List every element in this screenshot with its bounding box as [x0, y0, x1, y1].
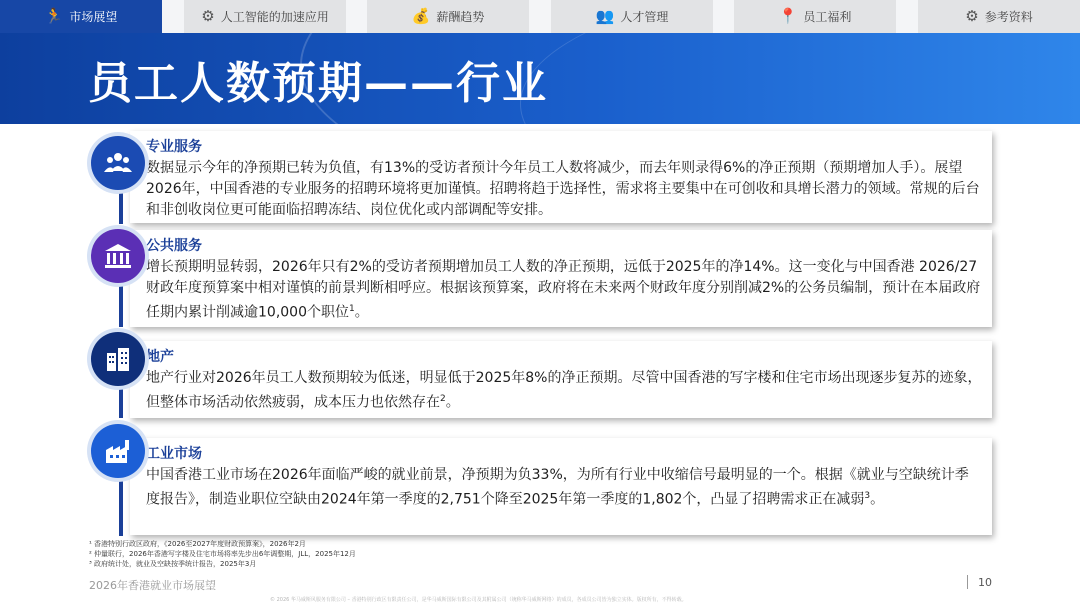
tab-talent-management[interactable] [551, 0, 713, 33]
tab-label: 员工福利 [803, 10, 852, 24]
footnote: ¹ 香港特别行政区政府，《2026至2027年度财政预算案》，2026年2月 [89, 540, 306, 548]
tab-references[interactable] [918, 0, 1080, 33]
tab-ai-adoption[interactable] [184, 0, 346, 33]
footnote: ² 仲量联行，2026年香港写字楼及住宅市场将率先步出6年调整期，JLL，2025年12月 [89, 550, 356, 558]
factory-icon [91, 424, 145, 478]
tab-label: 参考资料 [984, 10, 1033, 24]
location-pin-icon: 📍 [778, 7, 798, 25]
section-heading: 工业市场 [146, 446, 202, 462]
footnote-ref: 1 [349, 304, 355, 314]
section-text: 地产行业对2026年员工人数预期较为低迷，明显低于2025年8%的净正预期。尽管中国香港的写字楼和住宅市场出现逐步复苏的迹象，但整体市场活动依然疲弱，成本压力也依然存在 [146, 370, 982, 411]
tab-label: 人工智能的加速应用 [220, 10, 329, 24]
section-text-tail: 。 [445, 394, 460, 411]
section-professional-services [130, 131, 992, 223]
money-bag-icon: 💰 [411, 7, 431, 25]
footnote-ref: 2 [440, 394, 446, 404]
office-buildings-icon [91, 332, 145, 386]
runner-icon: 🏃 [44, 7, 64, 25]
timeline-line [119, 472, 123, 536]
section-heading: 公共服务 [146, 238, 202, 254]
report-name: 2026年香港就业市场展望 [89, 579, 216, 592]
footnote-ref: 3 [864, 491, 871, 501]
tab-employee-benefits[interactable] [734, 0, 896, 33]
title-banner [0, 33, 1080, 124]
gear-icon: ⚙ [201, 7, 215, 25]
tab-salary-trends[interactable] [367, 0, 529, 33]
footnote: ³ 政府统计处，就业及空缺按季统计报告，2025年3月 [89, 560, 257, 568]
page-title: 员工人数预期——行业 [88, 58, 548, 109]
people-icon: 👥 [595, 7, 615, 25]
timeline-line [119, 382, 123, 418]
tab-label: 人才管理 [620, 10, 669, 24]
page-number: 10 [978, 576, 992, 589]
people-group-icon [91, 136, 145, 190]
section-industrial-market [130, 438, 992, 535]
section-public-services [130, 230, 992, 327]
page-divider [967, 575, 968, 589]
section-text: 增长预期明显转弱，2026年只有2%的受访者预期增加员工人数的净正预期，远低于2025年的净14%。这一变化与中国香港 2026/27 财政年度预算案中相对谨慎的前景判断相呼应。根据该预算案，政府将在未来两个财政年度分别削减2%的公务员编制，预计在本届政府任期内累计削减逾10,000个职位 [146, 259, 981, 321]
section-real-estate [130, 341, 992, 418]
settings-icon: ⚙ [965, 7, 979, 25]
section-text: 数据显示今年的净预期已转为负值，有13%的受访者预计今年员工人数将减少，而去年则录得6%的净正预期（预期增加人手）。展望2026年，中国香港的专业服务的招聘环境将更加谨慎。招聘将趋于选择性，需求将主要集中在可创收和具增长潜力的领域。常规的后台和非创收岗位更可能面临招聘冻结、岗位优化或内部调配等安排。 [146, 160, 980, 218]
timeline-line [119, 277, 123, 327]
section-text-tail: 。 [870, 491, 885, 508]
banner-decoration [520, 33, 1080, 124]
tab-market-outlook[interactable] [0, 0, 162, 33]
section-text: 中国香港工业市场在2026年面临严峻的就业前景，净预期为负33%，为所有行业中收缩信号最明显的一个。根据《就业与空缺统计季度报告》，制造业职位空缺由2024年第一季度的2,751个降至2025年第一季度的1,802个，凸显了招聘需求正在减弱 [146, 467, 969, 508]
section-heading: 地产 [146, 349, 174, 365]
tab-label: 市场展望 [69, 10, 118, 24]
copyright: © 2026 华马威斯风服务有限公司 – 香港特别行政区有限责任公司，是华马威斯国际有限公司及其附属公司（统称华马威斯网络）的成员，各成员公司皆为独立实体。版权所有，不得转载。 [270, 597, 687, 603]
government-building-icon [91, 229, 145, 283]
section-text-tail: 。 [354, 304, 369, 321]
footnotes [89, 539, 356, 569]
tab-label: 薪酬趋势 [436, 10, 485, 24]
top-nav [0, 0, 1080, 33]
section-heading: 专业服务 [146, 139, 202, 155]
